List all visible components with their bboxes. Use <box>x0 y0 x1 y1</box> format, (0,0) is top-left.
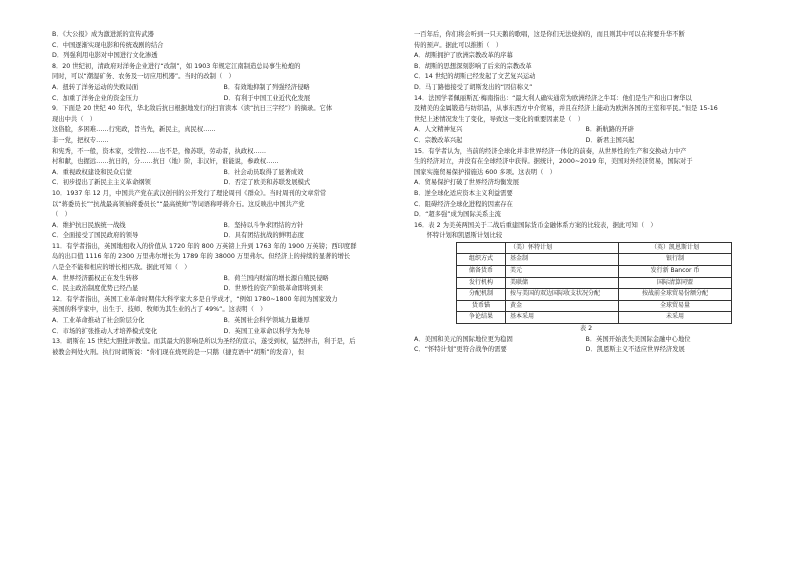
answer-option: D．凯恩斯主义不适应世界经济发展 <box>585 346 685 354</box>
answer-option: D．英国工业革命以科学为先导 <box>223 327 311 335</box>
table-caption: 表 2 <box>579 325 593 333</box>
options-row <box>412 335 757 346</box>
comparison-table <box>456 242 732 324</box>
text-line: A．贸易保护打破了世界经济均衡发展 <box>414 179 520 187</box>
table-cell: 按与美国的双边国际收支状况分配 <box>506 289 619 301</box>
options-row <box>412 125 757 136</box>
right-column <box>412 30 757 356</box>
table-row <box>457 289 732 301</box>
table-cell: 未采用 <box>619 312 732 324</box>
right-column-top <box>412 30 757 242</box>
options-row <box>50 168 395 179</box>
text-line: A．胡斯拥护了欧洲宗教改革的序幕 <box>414 52 513 60</box>
answer-option: D．否定了欧美和苏联发展模式 <box>223 179 311 187</box>
options-row <box>50 94 395 105</box>
text-line: 世纪上述情况发生了变化，导致这一变化的重要因素是（ ） <box>414 115 585 123</box>
table-cell: 全球贸易量 <box>619 300 732 312</box>
answer-option: B．荷兰国内财富的增长源自殖民侵略 <box>223 274 329 282</box>
answer-option: B．英国开始丧失美国际金融中心地位 <box>585 335 691 343</box>
answer-option: A．人文精神复兴 <box>414 126 463 134</box>
answer-option: A．世界经济霸权正在发生转移 <box>52 274 139 282</box>
text-line: 怀特计划和凯恩斯计划比较 <box>414 232 503 240</box>
answer-option: B．新航路的开辟 <box>585 126 634 134</box>
table-cell: 发行新 Bancor 币 <box>619 266 732 278</box>
answer-option: D．具有团结抗战的鲜明态度 <box>223 232 304 240</box>
answer-option: C．宗教改革兴起 <box>414 136 463 144</box>
options-row <box>50 316 395 327</box>
text-line: 被教会判处火刑。执行时胡斯说：“你们现在烧死的是一只鹅（捷克语中“胡斯”的发音），但 <box>52 348 305 356</box>
answer-option: A．维护抗日民族统一战线 <box>52 221 126 229</box>
options-row <box>50 83 395 94</box>
options-row <box>50 221 395 232</box>
answer-option: C．“怀特计划”更符合战争的需要 <box>414 346 507 354</box>
table-cell: 分配机制 <box>457 289 506 301</box>
text-line: 14．法国学者佩丽斯瓦·梅南指出：“最大利人确实通常为欧洲经济之牛耳：他们是生产和出口奢华以 <box>414 94 692 102</box>
text-line: 13．胡斯在 15 世纪大胆批评教皇。而其最大的影响是所以为圣经的宣示，遂受到权，猛烈抨击，利于是，后 <box>52 338 356 346</box>
answer-option: B．英国社会科学领域力量雄厚 <box>223 317 310 325</box>
answer-option: A．扭转了洋务运动的失败局面 <box>52 83 139 91</box>
text-line: 15．有学者认为，当前的经济全球化并非世界经济一体化的前奏，从世界性的生产和交换动力中产 <box>414 147 687 155</box>
text-line: 这俗脸，多困难……行宪政，旨当先，新民主，真民权…… <box>52 126 216 134</box>
text-line: 八是全不能和相应的增长相匹敌。据此可知（ ） <box>52 264 191 272</box>
answer-option: B．社会动员取得了显著成效 <box>223 168 304 176</box>
text-line: 现出中共（ ） <box>52 115 97 123</box>
text-line: 11．有学者指出，英国地租收入的价值从 1720 年的 800 万英镑上升到 1763 年的 1900 万英镑；西印度群 <box>52 242 357 250</box>
text-line: 和宪秀，不一般，资本家，受管控……也不是，像苏联，劳动者，执政权…… <box>52 147 267 155</box>
table-cell: 争论结果 <box>457 312 506 324</box>
table-cell: 银行制 <box>619 254 732 266</box>
table-cell: 组织方式 <box>457 254 506 266</box>
table-header-row <box>457 242 732 254</box>
table-cell: 基本采用 <box>506 312 619 324</box>
text-line: 以“蒋委员长”“抗战最高领袖蒋委员长”“最高统帅”等词语称呼蒋介石。这反映出中国共产党 <box>52 200 305 208</box>
text-line: B．《大公报》成为激进派的宣传武器 <box>52 31 154 38</box>
text-line: 12．有学者指出，英国工业革命时期伟大科学家大多是自学成才，“例如 1780~1800 年间为国家效力 <box>52 295 338 303</box>
text-line: 英国的科学家中，出生于、技师、牧师为其生业的占了 49%”。这表明（ ） <box>52 306 267 314</box>
table-cell: 美元 <box>506 266 619 278</box>
table-cell: 发行机构 <box>457 277 506 289</box>
text-line: D．列强利用电影对中国进行文化渗透 <box>52 52 158 60</box>
table-cell: 美联储 <box>506 277 619 289</box>
text-line: 9．下面是 20 世纪 40 年代，华北敌后抗日根据地发行的扫盲读本（读“抗日三字经”）的摘录。它体 <box>52 105 333 113</box>
text-line: C．阻碍经济全球化进程的因素存在 <box>414 200 513 208</box>
text-line: 8．20 世纪初，清政府对洋务企业进行“改制”，如 1903 年规定江南制造总局事生枪炮的 <box>52 62 301 70</box>
answer-option: A．重视政权建设和民众启蒙 <box>52 168 132 176</box>
left-column <box>50 30 395 358</box>
text-line: 非一党，把权专…… <box>52 136 109 144</box>
table-row <box>457 277 732 289</box>
answer-option: B．有效地抑制了列强经济侵略 <box>223 83 310 91</box>
answer-option: D．新君主国兴起 <box>585 136 635 144</box>
text-line: 同时，可以“潮湿矿务、农务及一切应用机器”。当时的改制（ ） <box>52 73 235 81</box>
options-row <box>412 345 757 356</box>
table-cell: 黄金 <box>506 300 619 312</box>
table-row <box>457 254 732 266</box>
answer-option: C．全面接受了国民政府的领导 <box>52 232 139 240</box>
text-line: B．逆全球化适应资本主义利益需要 <box>414 189 513 197</box>
text-line: D．马丁路德接受了胡斯发出的“因信称义” <box>414 83 533 91</box>
options-row <box>50 231 395 242</box>
right-column-bottom <box>412 335 757 356</box>
answer-option: D．有利于中国工业近代化发展 <box>223 94 311 102</box>
answer-option: C．民主政治制度优势已经凸显 <box>52 285 139 293</box>
table-row <box>457 300 732 312</box>
answer-option: D．世界性的资产阶级革命即将到来 <box>223 285 323 293</box>
text-line: 国家实施贸易保护措施达 600 多项。这表明（ ） <box>414 168 556 176</box>
text-line: 及精美的金属锻造与纺织品，从事东西方中介贸易，并且在经济上能动为欧洲各国的王室和平民。”但是 15-16 <box>414 105 718 113</box>
table-header-cell: （美）怀特计划 <box>506 242 619 254</box>
text-line: 岛的出口值 1116 年的 2300 万里弗尔增长为 1789 年的 38000 万里弗尔。但经济上的持续的显著的增长 <box>52 253 351 261</box>
answer-option: C．加重了洋务企业的资金压力 <box>52 94 139 102</box>
table-cell: 国际清算同盟 <box>619 277 732 289</box>
options-row <box>412 136 757 147</box>
options-row <box>50 327 395 338</box>
table-row <box>457 266 732 278</box>
table-header-cell <box>457 242 506 254</box>
table-cell: 按战前全球贸易份额分配 <box>619 289 732 301</box>
table-cell: 货币锚 <box>457 300 506 312</box>
text-line: 村和献，也握远……抗日的，分……抗日（地）阶，非汉奸，谁能说，参政权…… <box>52 158 279 166</box>
text-line: 10．1937 年 12 月，中国共产党在武汉创刊的公开发行了理论周刊《群众》。当时周刊的文章常常 <box>52 189 327 197</box>
text-line: B．胡斯的思想深刻影响了后来的宗教改革 <box>414 62 532 70</box>
text-line: C．14 世纪的胡斯已经发起了文艺复兴运动 <box>414 73 536 81</box>
table-cell: 储备货币 <box>457 266 506 278</box>
text-line: 生的经济对立，并没有在全球经济中获得。据统计，2000~2019 年，美国对外经济贸易，国际对于 <box>414 158 693 166</box>
text-line: 16．表 2 为美英两国关于二战后重建国际货币金融体系方案的比较表，据此可知（ ） <box>414 221 657 229</box>
options-row <box>50 274 395 285</box>
table-header-cell: （英）凯恩斯计划 <box>619 242 732 254</box>
options-row <box>50 284 395 295</box>
options-row <box>50 178 395 189</box>
text-line: 传的预声。据此可以推断（ ） <box>414 41 503 49</box>
answer-option: C．初步提出了新民主主义革命纲领 <box>52 179 151 187</box>
text-line: 一百年后，你们将会听到一只天鹅的歌唱，这是你们无法烧掉的，而且则其中可以在将要升华不断 <box>414 31 685 38</box>
text-line: （ ） <box>52 211 71 219</box>
text-line: C．中国逐渐实现电影和传统戏剧的结合 <box>52 41 164 49</box>
answer-option: B．坚持以斗争求团结的方针 <box>223 221 304 229</box>
table-row <box>457 312 732 324</box>
answer-option: A．工业革命推动了社会阶层分化 <box>52 317 145 325</box>
table-cell: 基金制 <box>506 254 619 266</box>
answer-option: A．美国和美元的国际地位更为稳固 <box>414 335 513 343</box>
text-line: D．“超多强”成为国际关系主流 <box>414 211 501 219</box>
answer-option: C．市场的扩张推动人才培养模式变化 <box>52 327 158 335</box>
